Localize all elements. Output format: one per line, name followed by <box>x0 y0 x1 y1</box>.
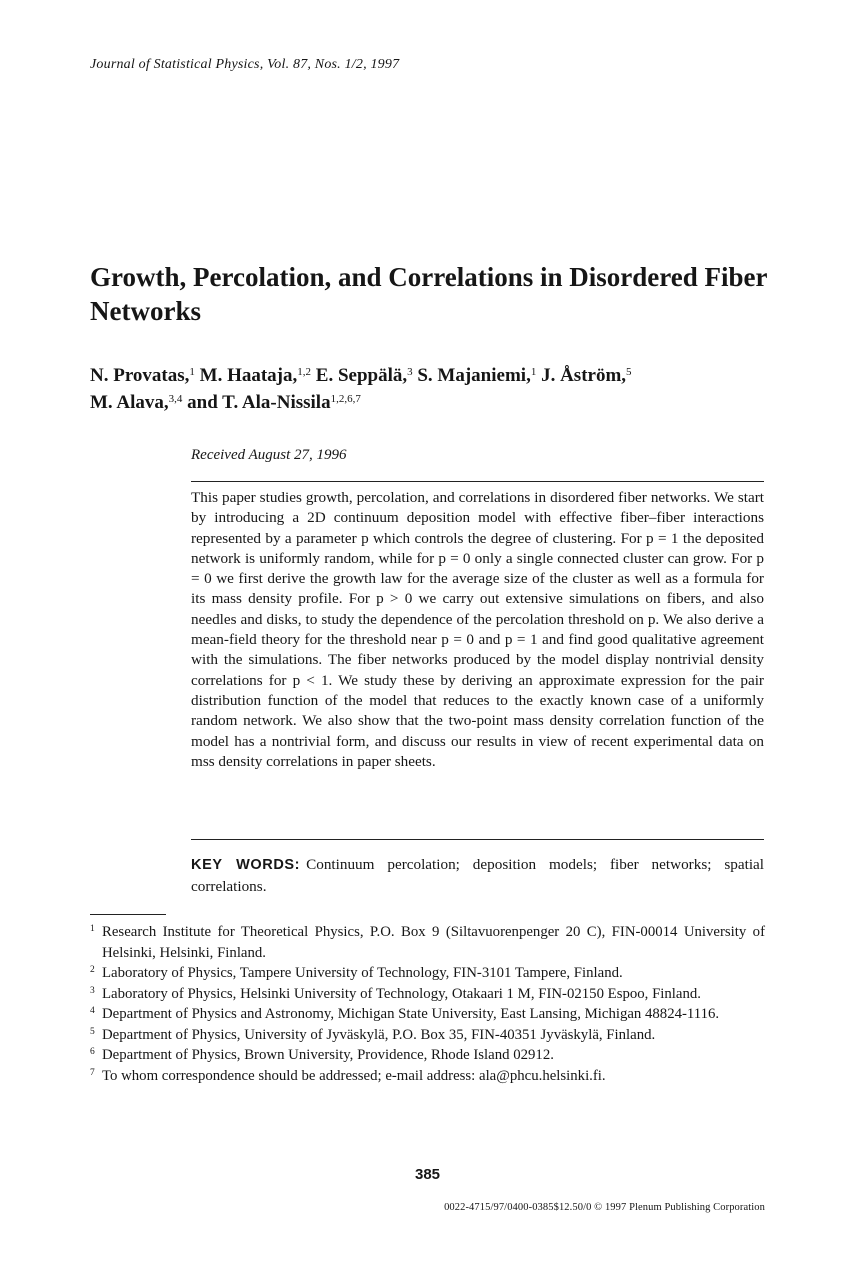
abstract-top-rule <box>191 481 764 482</box>
footnote: 1 Research Institute for Theoretical Physics, P.O. Box 9 (Siltavuorenpenger 20 C), FIN-00014 University of Helsinki, Helsinki, Finland. <box>90 924 765 961</box>
author: E. Seppälä,$^3$ <box>315 365 413 386</box>
footnote: 4 Department of Physics and Astronomy, Michigan State University, East Lansing, Michigan 48824-1116. <box>90 1006 720 1022</box>
keywords-label: KEY WORDS: <box>191 857 301 873</box>
footnotes <box>90 922 765 1086</box>
author-list <box>90 362 790 416</box>
footnote: 3 Laboratory of Physics, Helsinki University of Technology, Otakaari 1 M, FIN-02150 Espoo, Finland. <box>90 985 701 1002</box>
abstract-bottom-rule <box>191 839 764 840</box>
footnote: 5 Department of Physics, University of Jyväskylä, P.O. Box 35, FIN-40351 Jyväskylä, Finland. <box>90 1026 656 1043</box>
received-date: Received August 27, 1996 <box>191 447 347 463</box>
author: N. Provatas,$^1$ <box>90 365 195 386</box>
keywords <box>191 854 764 897</box>
footnote: 6 Department of Physics, Brown University, Providence, Rhode Island 02912. <box>90 1047 554 1063</box>
footnote: 2 Laboratory of Physics, Tampere University of Technology, FIN-3101 Tampere, Finland. <box>90 965 623 981</box>
author: M. Haataja,$^{1,2}$ <box>199 365 312 386</box>
author: J. Åström,$^5$ <box>541 365 632 386</box>
paper-title: Growth, Percolation, and Correlations in Disordered Fiber Networks <box>90 262 767 326</box>
footnote: 7 To whom correspondence should be addressed; e-mail address: ala@phcu.helsinki.fi. <box>90 1067 606 1084</box>
abstract-text: This paper studies growth, percolation, and correlations in disordered fiber networks. We start by introducing a 2D continuum deposition model with effective fiber–fiber interactions represented by a parameter p which controls the degree of clustering. For p = 1 the deposited network is uniformly random, while for p = 0 only a single connected cluster can grow. For p = 0 we first derive the growth law for the average size of the cluster as well as a formula for its mass density profile. For p > 0 we carry out extensive simulations on fibers, and also needles and disks, to study the dependence of the percolation threshold on p. We also derive a mean-field theory for the threshold near p = 0 and p = 1 and find good qualitative agreement with the simulations. The fiber networks produced by the model display nontrivial density correlations for p < 1. We study these by deriving an approximate expression for the pair distribution function of the model that reduces to the exactly known case of a uniformly random network. We also show that the two-point mass density correlation function of the model has a nontrivial form, and discuss our results in view of recent experimental data on mss density correlations in paper sheets. <box>191 489 764 770</box>
copyright-line: 0022-4715/97/0400-0385$12.50/0 © 1997 Plenum Publishing Corporation <box>444 1202 765 1213</box>
footnote-rule <box>90 914 166 915</box>
journal-citation: Journal of Statistical Physics, Vol. 87, Nos. 1/2, 1997 <box>90 57 400 72</box>
author: S. Majaniemi,$^1$ <box>417 365 537 386</box>
author: and T. Ala-Nissila$^{1,2,6,7}$ <box>187 392 361 413</box>
keywords-text: Continuum percolation; deposition models; fiber networks; spatial correlations. <box>191 856 764 895</box>
page-number: 385 <box>414 1166 441 1183</box>
author: M. Alava,$^{3,4}$ <box>90 392 183 413</box>
